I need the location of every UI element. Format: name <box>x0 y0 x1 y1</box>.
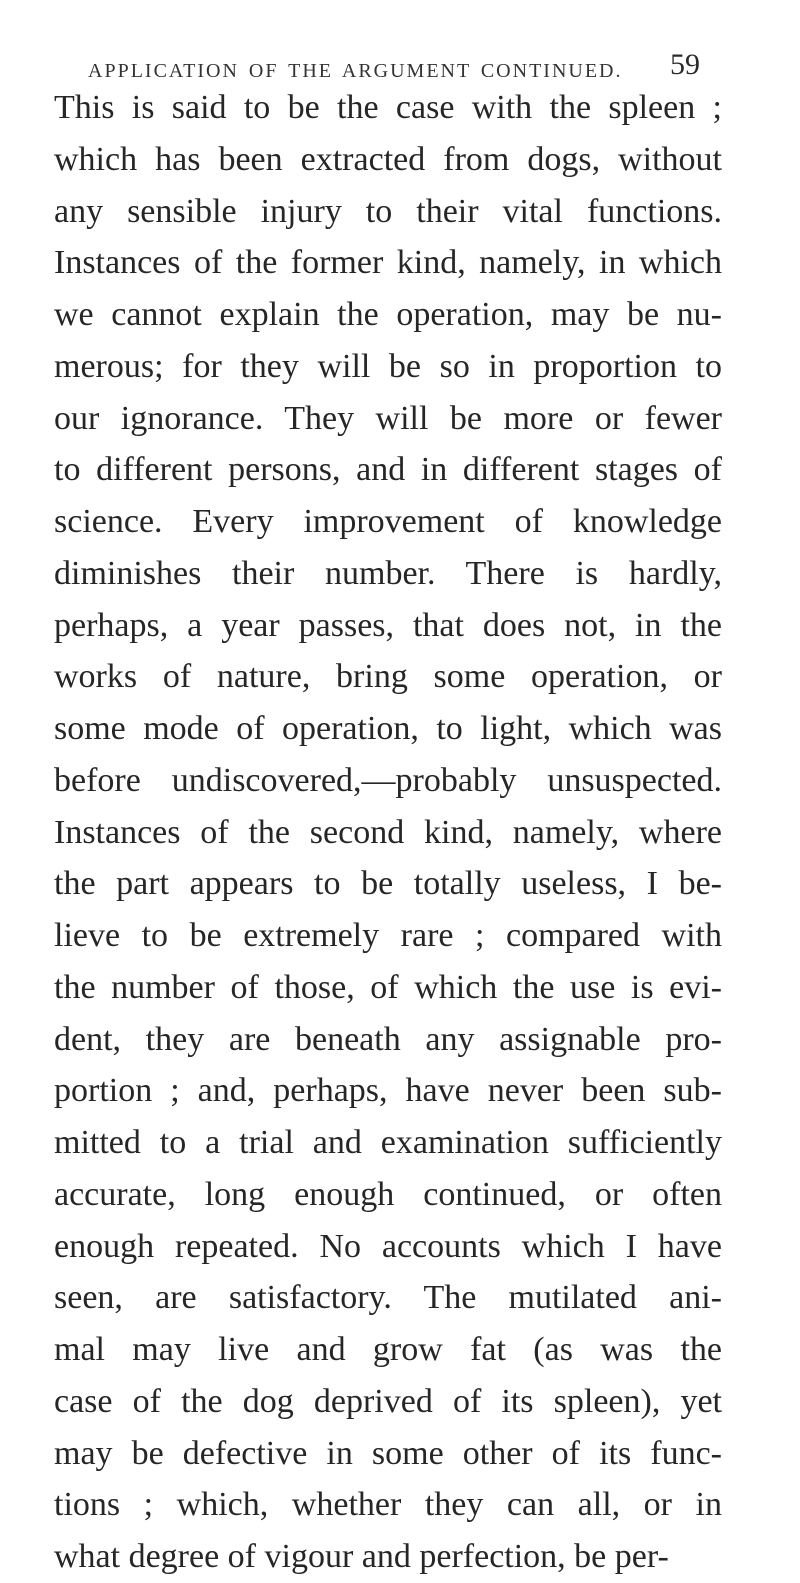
text-line: seen, are satisfactory. The mutilated ani- <box>54 1279 722 1317</box>
text-line: portion ; and, perhaps, have never been sub- <box>54 1072 722 1110</box>
text-line: Instances of the former kind, namely, in which <box>54 244 722 282</box>
text-line: case of the dog deprived of its spleen), yet <box>54 1382 722 1420</box>
text-line: diminishes their number. There is hardly, <box>54 554 722 592</box>
text-line: we cannot explain the operation, may be nu- <box>54 296 722 333</box>
text-line: perhaps, a year passes, that does not, in the <box>54 606 722 644</box>
text-line: what degree of vigour and perfection, be per- <box>54 1538 669 1575</box>
text-line: merous; for they will be so in proportion to <box>54 347 722 385</box>
text-line: before undiscovered,—probably unsuspected. <box>54 761 722 799</box>
text-line: may be defective in some other of its func- <box>54 1434 722 1472</box>
text-line: to different persons, and in different stages of <box>54 451 722 489</box>
text-line: lieve to be extremely rare ; compared with <box>54 917 722 954</box>
text-line: accurate, long enough continued, or often <box>54 1175 722 1213</box>
text-line: the part appears to be totally useless, I be- <box>54 865 722 903</box>
text-line: enough repeated. No accounts which I have <box>54 1227 722 1265</box>
text-line: works of nature, bring some operation, or <box>54 658 722 696</box>
text-line: dent, they are beneath any assignable pro- <box>54 1020 722 1058</box>
running-title: APPLICATION OF THE ARGUMENT CONTINUED. <box>88 60 623 82</box>
text-line: which has been extracted from dogs, without <box>54 140 722 178</box>
text-line: our ignorance. They will be more or fewer <box>54 399 722 437</box>
text-line: science. Every improvement of knowledge <box>54 503 722 540</box>
text-line: Instances of the second kind, namely, where <box>54 813 722 851</box>
text-line: any sensible injury to their vital functions. <box>54 192 722 230</box>
text-line: the number of those, of which the use is evi- <box>54 968 722 1006</box>
body-text <box>54 82 722 1583</box>
text-line: mitted to a trial and examination sufficiently <box>54 1124 722 1161</box>
page-number: 59 <box>670 48 700 81</box>
text-line: some mode of operation, to light, which was <box>54 710 722 747</box>
text-line: tions ; which, whether they can all, or in <box>54 1486 722 1524</box>
text-line: This is said to be the case with the spleen ; <box>54 89 722 126</box>
text-line: mal may live and grow fat (as was the <box>54 1331 722 1368</box>
